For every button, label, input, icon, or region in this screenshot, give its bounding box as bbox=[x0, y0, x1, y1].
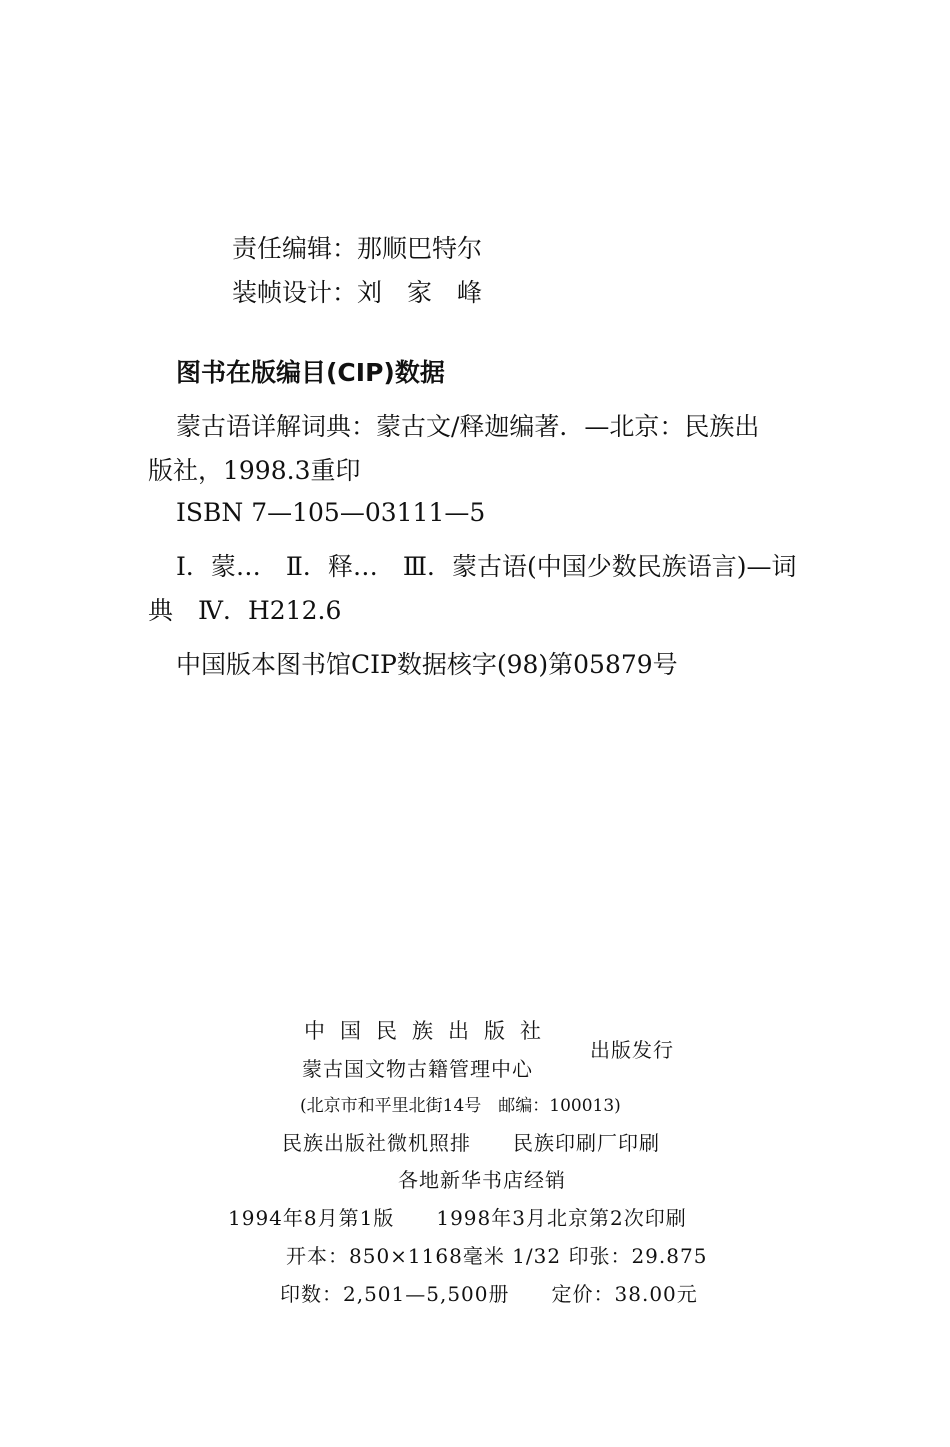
cip-approval-number: 中国版本图书馆CIP数据核字(98)第05879号 bbox=[176, 650, 678, 679]
publisher-mongolia-center: 蒙古国文物古籍管理中心 bbox=[302, 1057, 533, 1081]
cip-record-line-2: 版社，1998.3重印 bbox=[148, 456, 361, 485]
edition-printing-history: 1994年8月第1版 1998年3月北京第2次印刷 bbox=[228, 1206, 687, 1230]
typesetting-printing: 民族出版社微机照排 民族印刷厂印刷 bbox=[282, 1131, 660, 1155]
print-run-and-price: 印数：2,501—5,500册 定价：38.00元 bbox=[280, 1282, 698, 1306]
cip-subject-line-2: 典 Ⅳ．H212.6 bbox=[148, 596, 342, 625]
cip-record-line-1: 蒙古语详解词典：蒙古文/释迦编著．—北京：民族出 bbox=[176, 412, 760, 441]
publisher-china-nationalities: 中国民族出版社 bbox=[304, 1019, 556, 1043]
responsible-editor: 责任编辑：那顺巴特尔 bbox=[232, 234, 483, 263]
publish-and-issue: 出版发行 bbox=[590, 1038, 674, 1062]
distribution: 各地新华书店经销 bbox=[398, 1168, 566, 1192]
book-format: 开本：850×1168毫米 1/32 印张：29.875 bbox=[286, 1244, 708, 1268]
cip-heading: 图书在版编目(CIP)数据 bbox=[176, 358, 445, 387]
cover-designer: 装帧设计：刘 家 峰 bbox=[232, 278, 483, 307]
publisher-address: (北京市和平里北街14号 邮编：100013) bbox=[300, 1096, 621, 1116]
cip-subject-line-1: Ⅰ．蒙… Ⅱ．释… Ⅲ．蒙古语(中国少数民族语言)—词 bbox=[176, 552, 797, 581]
isbn: ISBN 7—105—03111—5 bbox=[176, 498, 486, 527]
